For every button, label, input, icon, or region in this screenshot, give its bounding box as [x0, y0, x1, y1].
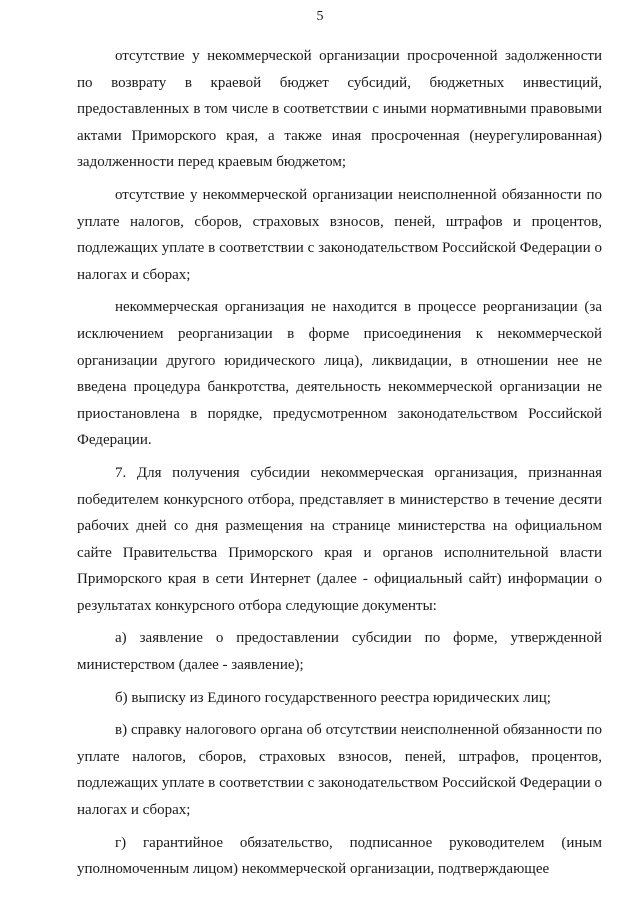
document-body	[77, 43, 602, 887]
paragraph-no-reorganization: некоммерческая организация не находится в процессе реорганизации (за исключением реорганизации в форме присоединения к некоммерческой организации другого юридического лица), ликвидации, в отношении нее не введена процедура банкротства, деятельность некоммерческой организации не приостановлена в порядке, предусмотренном законодательством Российской Федерации.	[77, 299, 602, 449]
paragraph-item-7: 7. Для получения субсидии некоммерческая организация, признанная победителем конкурсного отбора, представляет в министерство в течение десяти рабочих дней со дня размещения на странице министерства на официальном сайте Правительства Приморского края и органов исполнительной власти Приморского края в сети Интернет (далее - официальный сайт) информации о результатах конкурсного отбора следующие документы:	[77, 464, 602, 614]
page-number: 5	[316, 9, 324, 24]
paragraph-no-tax-obligations: отсутствие у некоммерческой организации неисполненной обязанности по уплате налогов, сборов, страховых взносов, пеней, штрафов и процентов, подлежащих уплате в соответствии с законодательством Российской Федерации о налогах и сборах;	[77, 186, 602, 283]
paragraph-item-v: в) справку налогового органа об отсутствии неисполненной обязанности по уплате налогов, сборов, страховых взносов, пеней, штрафов, процентов, подлежащих уплате в соответствии с законодательством Российской Федерации о налогах и сборах;	[77, 722, 602, 819]
paragraph-item-b: б) выписку из Единого государственного реестра юридических лиц;	[115, 689, 551, 706]
paragraph-no-overdue-debt: отсутствие у некоммерческой организации просроченной задолженности по возврату в краевой бюджет субсидий, бюджетных инвестиций, предоставленных в том числе в соответствии с иными нормативными правовыми актами Приморского края, а также иная просроченная (неурегулированная) задолженности перед краевым бюджетом;	[77, 48, 602, 171]
paragraph-item-g: г) гарантийное обязательство, подписанное руководителем (иным уполномоченным лицом) некоммерческой организации, подтверждающее	[77, 834, 602, 878]
paragraph-item-a: а) заявление о предоставлении субсидии по форме, утвержденной министерством (далее - заявление);	[77, 630, 602, 674]
